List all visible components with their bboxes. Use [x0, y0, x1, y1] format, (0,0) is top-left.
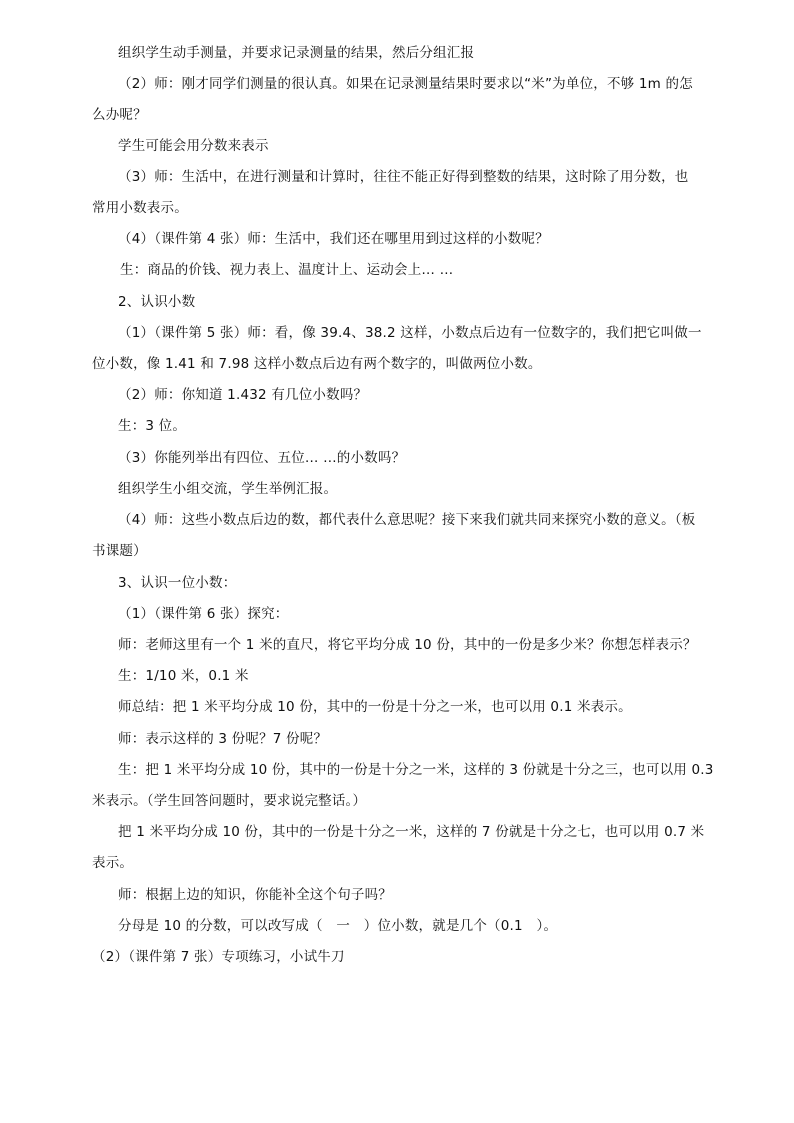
section-heading: 3、认识一位小数：: [118, 575, 237, 591]
paragraph-line: （1）（课件第 6 张）探究：: [118, 606, 289, 622]
paragraph-line: 位小数，像 1.41 和 7.98 这样小数点后边有两个数字的，叫做两位小数。: [92, 356, 542, 372]
paragraph-line: （2）师：你知道 1.432 有几位小数吗？: [118, 387, 368, 403]
paragraph-line: 师：表示这样的 3 份呢？7 份呢？: [118, 731, 328, 747]
section-heading: 2、认识小数: [118, 294, 196, 310]
paragraph-line: 组织学生小组交流，学生举例汇报。: [118, 481, 338, 497]
paragraph-line: 师：根据上边的知识，你能补全这个句子吗？: [118, 887, 392, 903]
paragraph-line: （2）师：刚才同学们测量的很认真。如果在记录测量结果时要求以“米”为单位，不够 1m 的怎: [118, 76, 693, 92]
paragraph-line: 生：商品的价钱、视力表上、温度计上、运动会上… …: [120, 262, 454, 278]
paragraph-line: 师：老师这里有一个 1 米的直尺，将它平均分成 10 份，其中的一份是多少米？你想怎样表示？: [118, 637, 697, 653]
paragraph-line: 生：1/10 米，0.1 米: [118, 668, 249, 684]
paragraph-line: （4）（课件第 4 张）师：生活中，我们还在哪里用到过这样的小数呢？: [118, 231, 549, 247]
paragraph-line: （2）（课件第 7 张）专项练习，小试牛刀: [92, 949, 345, 965]
paragraph-line: 常用小数表示。: [92, 200, 188, 216]
paragraph-line: 生：3 位。: [118, 418, 187, 434]
paragraph-line: （1）（课件第 5 张）师：看，像 39.4、38.2 这样，小数点后边有一位数字的，我们把它叫做一: [118, 325, 702, 341]
paragraph-line: 米表示。（学生回答问题时，要求说完整话。）: [92, 793, 367, 809]
paragraph-line: （4）师：这些小数点后边的数，都代表什么意思呢？接下来我们就共同来探究小数的意义。（板: [118, 512, 696, 528]
paragraph-line: 学生可能会用分数来表示: [118, 138, 269, 154]
paragraph-line: 把 1 米平均分成 10 份，其中的一份是十分之一米，这样的 7 份就是十分之七，也可以用 0.7 米: [118, 824, 705, 840]
paragraph-line: （3）你能列举出有四位、五位… …的小数吗？: [118, 450, 406, 466]
paragraph-line: 师总结：把 1 米平均分成 10 份，其中的一份是十分之一米，也可以用 0.1 米表示。: [118, 699, 632, 715]
paragraph-line: 分母是 10 的分数，可以改写成（ 一 ）位小数，就是几个（0.1 ）。: [118, 918, 558, 934]
paragraph-line: 组织学生动手测量，并要求记录测量的结果，然后分组汇报: [118, 45, 475, 61]
paragraph-line: （3）师：生活中，在进行测量和计算时，往往不能正好得到整数的结果，这时除了用分数，也: [118, 169, 689, 185]
paragraph-line: 么办呢？: [92, 107, 147, 123]
paragraph-line: 生：把 1 米平均分成 10 份，其中的一份是十分之一米，这样的 3 份就是十分之三，也可以用 0.3: [118, 762, 714, 778]
paragraph-line: 书课题）: [92, 543, 147, 559]
paragraph-line: 表示。: [92, 855, 134, 871]
